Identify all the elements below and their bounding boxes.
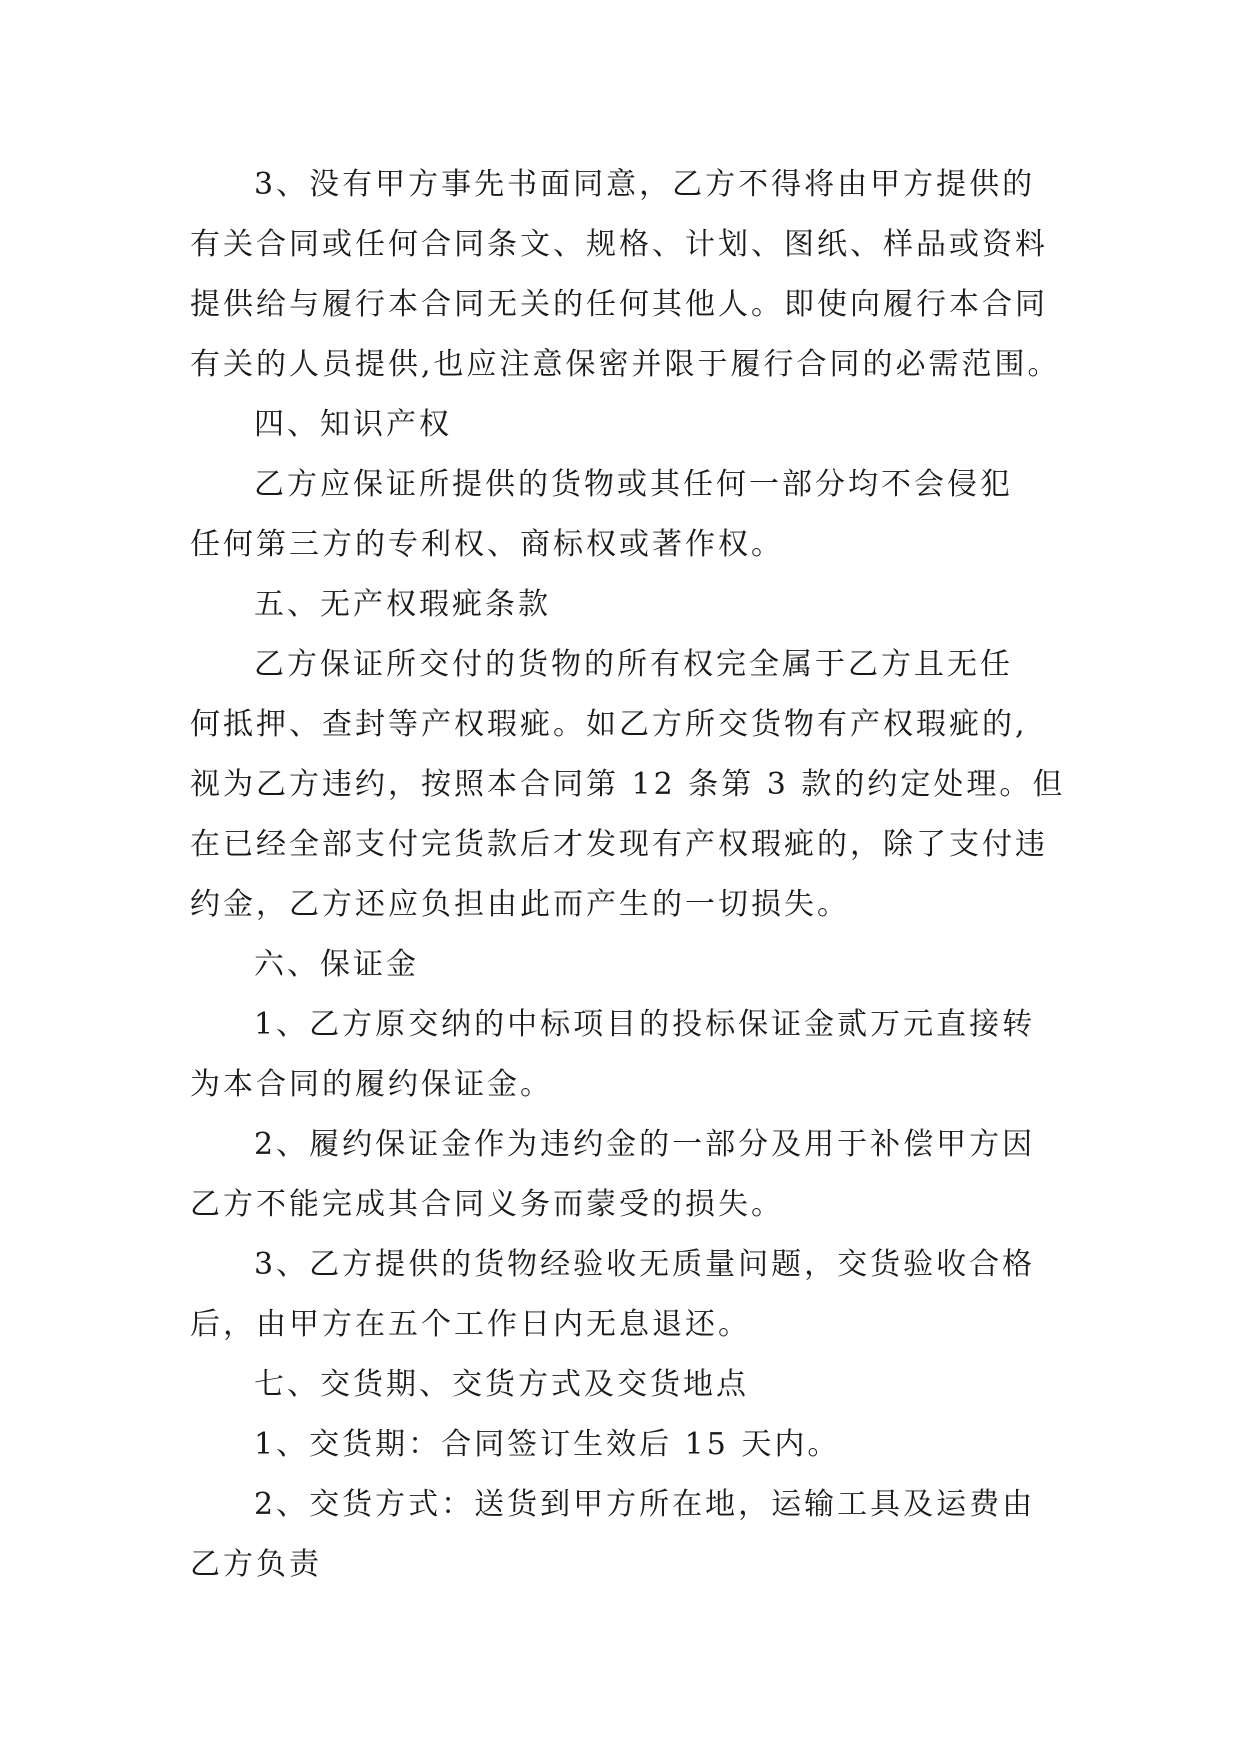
section-4-heading: 四、知识产权 <box>254 407 452 442</box>
contract-text <box>190 155 1070 1595</box>
section-5-heading: 五、无产权瑕疵条款 <box>254 587 551 622</box>
section-5-line-4: 在已经全部支付完货款后才发现有产权瑕疵的，除了支付违 <box>190 827 1048 862</box>
section-7-heading: 七、交货期、交货方式及交货地点 <box>254 1367 749 1402</box>
section-5-line-5: 约金，乙方还应负担由此而产生的一切损失。 <box>190 887 850 922</box>
section-7-item-2-line-2: 乙方负责 <box>190 1547 322 1582</box>
clause-3-line-2: 有关合同或任何合同条文、规格、计划、图纸、样品或资料 <box>190 227 1048 262</box>
section-4-line-2: 任何第三方的专利权、商标权或著作权。 <box>190 527 784 562</box>
section-5-line-2: 何抵押、查封等产权瑕疵。如乙方所交货物有产权瑕疵的, <box>190 707 1028 742</box>
clause-3-line-3: 提供给与履行本合同无关的任何其他人。即使向履行本合同 <box>190 287 1048 322</box>
section-7-item-1: 1、交货期：合同签订生效后 15 天内。 <box>254 1427 841 1462</box>
section-6-item-3-line-1: 3、乙方提供的货物经验收无质量问题，交货验收合格 <box>254 1247 1036 1282</box>
section-6-item-2-line-1: 2、履约保证金作为违约金的一部分及用于补偿甲方因 <box>254 1127 1036 1162</box>
section-6-item-3-line-2: 后，由甲方在五个工作日内无息退还。 <box>190 1307 751 1342</box>
section-6-heading: 六、保证金 <box>254 947 419 982</box>
section-5-line-3: 视为乙方违约，按照本合同第 12 条第 3 款的约定处理。但 <box>190 767 1066 802</box>
section-6-item-1-line-2: 为本合同的履约保证金。 <box>190 1067 553 1102</box>
clause-3-line-4: 有关的人员提供,也应注意保密并限于履行合同的必需范围。 <box>190 347 1061 382</box>
section-7-item-2-line-1: 2、交货方式：送货到甲方所在地，运输工具及运费由 <box>254 1487 1036 1522</box>
section-4-line-1: 乙方应保证所提供的货物或其任何一部分均不会侵犯 <box>254 467 1013 502</box>
section-5-line-1: 乙方保证所交付的货物的所有权完全属于乙方且无任 <box>254 647 1013 682</box>
clause-3-line-1: 3、没有甲方事先书面同意，乙方不得将由甲方提供的 <box>254 167 1036 202</box>
section-6-item-2-line-2: 乙方不能完成其合同义务而蒙受的损失。 <box>190 1187 784 1222</box>
section-6-item-1-line-1: 1、乙方原交纳的中标项目的投标保证金贰万元直接转 <box>254 1007 1036 1042</box>
